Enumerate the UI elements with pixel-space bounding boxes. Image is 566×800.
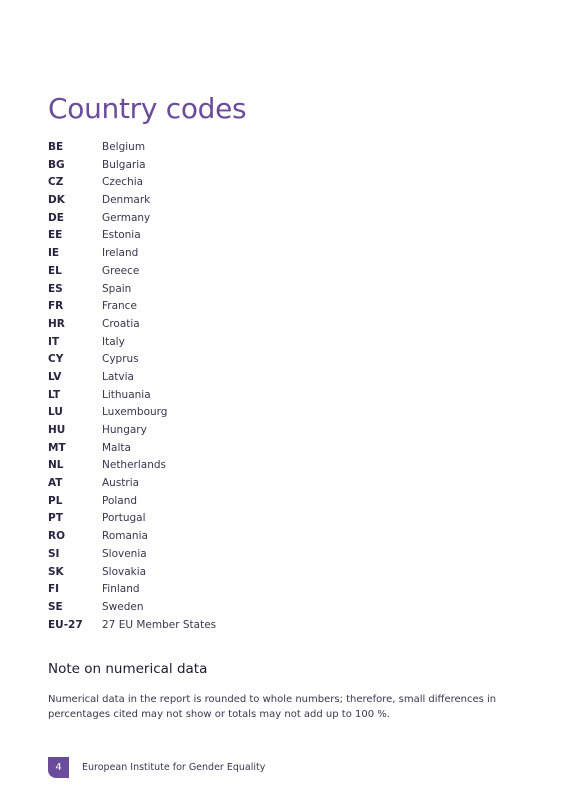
country-name: Croatia	[102, 317, 140, 330]
country-code-row	[48, 440, 216, 458]
footer-publisher: European Institute for Gender Equality	[82, 762, 266, 773]
country-code: EL	[48, 264, 62, 277]
country-name: Slovakia	[102, 565, 147, 578]
page-footer	[48, 757, 265, 778]
country-code: SI	[48, 547, 60, 560]
country-name: Luxembourg	[102, 406, 168, 419]
country-code-row	[48, 493, 216, 511]
country-code-row	[48, 245, 216, 263]
country-code: EE	[48, 229, 63, 242]
country-code-row	[48, 404, 216, 422]
country-code: LT	[48, 388, 61, 401]
country-code: BE	[48, 141, 64, 153]
country-code-row	[48, 457, 216, 475]
country-name: Poland	[102, 494, 138, 507]
country-code: CY	[48, 353, 64, 366]
country-code-row	[48, 422, 216, 440]
country-name: Czechia	[102, 176, 144, 189]
country-name: Estonia	[102, 229, 141, 242]
country-code-row	[48, 510, 216, 528]
country-code: IT	[48, 335, 60, 348]
country-name: Belgium	[102, 141, 146, 153]
country-code: MT	[48, 441, 66, 454]
page-title: Country codes	[48, 92, 247, 125]
country-code: RO	[48, 530, 66, 543]
country-name: Netherlands	[102, 459, 167, 472]
country-code: SE	[48, 600, 63, 613]
page-number-badge: 4	[48, 757, 69, 778]
country-name: Greece	[102, 264, 140, 277]
country-name: Bulgaria	[102, 158, 146, 171]
country-name: Austria	[102, 477, 140, 490]
country-name: Finland	[102, 583, 140, 596]
country-code: BG	[48, 158, 65, 171]
country-name: Germany	[102, 211, 151, 224]
country-code: LV	[48, 370, 62, 383]
country-code-row	[48, 564, 216, 582]
country-name: Latvia	[102, 370, 134, 383]
note-heading: Note on numerical data	[48, 661, 208, 677]
country-codes-list	[48, 139, 216, 634]
country-code: AT	[48, 477, 63, 490]
country-code-row	[48, 174, 216, 192]
note-body: Numerical data in the report is rounded to whole numbers; therefore, small differences in percentages cited may not show or totals may not add up to 100 %.	[48, 694, 497, 720]
country-code-row	[48, 210, 216, 228]
country-code-row	[48, 281, 216, 299]
country-name: Spain	[102, 282, 132, 295]
country-code-row	[48, 298, 216, 316]
country-code-row	[48, 316, 216, 334]
country-code: HR	[48, 317, 65, 330]
country-code: FI	[48, 583, 60, 596]
country-name: Ireland	[102, 247, 139, 260]
country-code-row	[48, 617, 216, 635]
country-code: SK	[48, 565, 64, 578]
country-code-row	[48, 599, 216, 617]
country-name: Cyprus	[102, 353, 139, 366]
country-code: CZ	[48, 176, 64, 189]
country-code-row	[48, 139, 216, 157]
country-name: Hungary	[102, 424, 147, 436]
country-code-row	[48, 334, 216, 352]
country-code: PT	[48, 512, 63, 525]
country-name: France	[102, 300, 137, 313]
country-code: DE	[48, 211, 64, 224]
country-code-row	[48, 351, 216, 369]
country-code: ES	[48, 282, 63, 295]
country-code: EU-27	[48, 618, 83, 631]
country-code-row	[48, 157, 216, 175]
country-name: Italy	[102, 335, 125, 348]
country-name: 27 EU Member States	[102, 618, 217, 631]
country-code-row	[48, 227, 216, 245]
country-name: Romania	[102, 530, 148, 543]
country-name: Slovenia	[102, 547, 147, 560]
country-code: PL	[48, 494, 63, 507]
country-code-row	[48, 192, 216, 210]
country-code: DK	[48, 194, 65, 207]
country-code: IE	[48, 247, 60, 260]
country-code-row	[48, 387, 216, 405]
country-code-row	[48, 475, 216, 493]
country-code: FR	[48, 300, 64, 313]
country-name: Denmark	[102, 194, 151, 207]
country-name: Lithuania	[102, 388, 151, 401]
country-code-row	[48, 263, 216, 281]
country-code: NL	[48, 459, 64, 472]
country-code-row	[48, 581, 216, 599]
country-name: Malta	[102, 441, 131, 454]
country-name: Sweden	[102, 600, 144, 613]
country-code: HU	[48, 424, 66, 436]
country-name: Portugal	[102, 512, 146, 525]
country-code: LU	[48, 406, 63, 419]
country-code-row	[48, 369, 216, 387]
country-code-row	[48, 528, 216, 546]
country-code-row	[48, 546, 216, 564]
